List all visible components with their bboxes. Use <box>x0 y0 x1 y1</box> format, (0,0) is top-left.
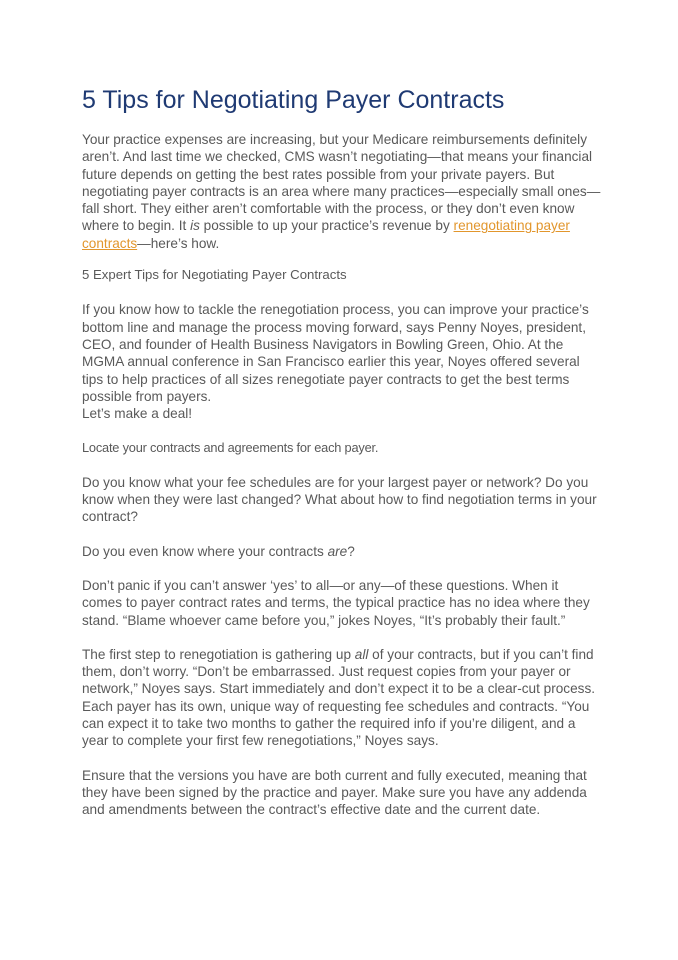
first-step-paragraph <box>82 646 602 750</box>
page-title: 5 Tips for Negotiating Payer Contracts <box>82 86 505 114</box>
intro-text-2: possible to up your practice’s revenue by <box>199 218 454 234</box>
questions-paragraph: Do you know what your fee schedules are for your largest payer or network? Do you know when they were last changed? What about how to find negotiation terms in your contract? <box>82 474 597 525</box>
tip-heading: Locate your contracts and agreements for each payer. <box>82 440 379 456</box>
intro-paragraph <box>82 131 602 252</box>
document-page <box>82 84 602 819</box>
lead-text: If you know how to tackle the renegotiation process, you can improve your practice’s bottom line and manage the process moving forward, says Penny Noyes, president, CEO, and founder of Health Business Navigators in Bowling Green, Ohio. At the MGMA annual conference in San Francisco earlier this year, Noyes offered several tips to help practices of all sizes renegotiate payer contracts to get the best terms possible from payers. <box>82 302 589 404</box>
first-step-text-1: The first step to renegotiation is gathering up <box>82 646 355 662</box>
where-contracts-paragraph <box>82 543 602 560</box>
where-emphasis: are <box>327 543 348 559</box>
section-subheading: 5 Expert Tips for Negotiating Payer Contracts <box>82 267 347 283</box>
intro-emphasis: is <box>190 218 200 234</box>
where-text-2: ? <box>347 543 355 559</box>
renegotiating-contracts-link[interactable]: renegotiating payer contracts <box>82 218 570 251</box>
where-text-1: Do you even know where your contracts <box>82 543 328 559</box>
lead-paragraph <box>82 301 602 422</box>
lead-closing: Let’s make a deal! <box>82 406 193 422</box>
first-step-text-2: of your contracts, but if you can’t find them, don’t worry. “Don’t be embarrassed. Just request copies from your payer or network,” Noyes says. Start immediately and don’t expect it to be a clear-cut process. Each payer has its own, unique way of requesting fee schedules and contracts. “You can expect it to take two months to gather the required info if you’re diligent, and a year to complete your first few renegotiations,” Noyes says. <box>82 646 596 749</box>
intro-text-3: —here’s how. <box>137 235 220 251</box>
dont-panic-paragraph: Don’t panic if you can’t answer ‘yes’ to all—or any—of these questions. When it comes to payer contract rates and terms, the typical practice has no idea where they stand. “Blame whoever came before you,” jokes Noyes, “It’s probably their fault.” <box>82 577 590 628</box>
ensure-versions-paragraph: Ensure that the versions you have are both current and fully executed, meaning that they have been signed by the practice and payer. Make sure you have any addenda and amendments between the contract’s effective date and the current date. <box>82 767 587 818</box>
intro-text-1: Your practice expenses are increasing, but your Medicare reimbursements definitely aren’t. And last time we checked, CMS wasn’t negotiating—that means your financial future depends on getting the best rates possible from your private payers. But negotiating payer contracts is an area where many practices—especially small ones—fall short. They either aren’t comfortable with the process, or they don’t even know where to begin. It <box>82 132 601 234</box>
first-step-emphasis: all <box>354 646 369 662</box>
